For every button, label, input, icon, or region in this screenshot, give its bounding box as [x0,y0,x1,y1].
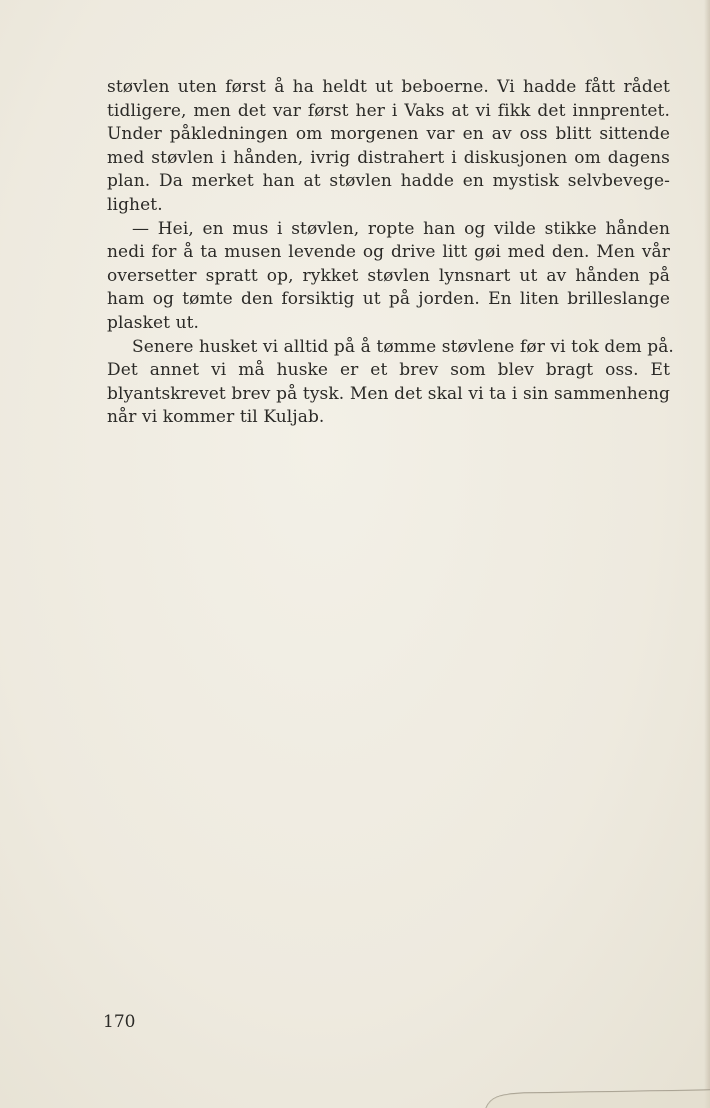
text-line: lighet. [107,194,163,215]
text-line: med støvlen i hånden, ivrig distrahert i diskusjonen om dagens [107,147,670,168]
text-line: støvlen uten først å ha heldt ut beboerne. Vi hadde fått rådet [107,77,670,97]
page-edge-shadow [704,0,710,1108]
body-text [107,76,674,430]
text-line: blyantskrevet brev på tysk. Men det skal vi ta i sin sammenheng [107,383,670,404]
text-line: Det annet vi må huske er et brev som blev bragt oss. Et [107,360,670,381]
text-line: oversetter spratt op, rykket støvlen lynsnart ut av hånden på [107,265,670,286]
page-number: 170 [103,1012,136,1032]
text-line: ham og tømte den forsiktig ut på jorden. En liten brilleslange [107,289,670,310]
text-line: — Hei, en mus i støvlen, ropte han og vilde stikke hånden [132,218,670,239]
text-line: når vi kommer til Kuljab. [107,407,325,428]
text-line: Under påkledningen om morgenen var en av oss blitt sittende [107,124,670,145]
text-line: tidligere, men det var først her i Vaks at vi fikk det innprentet. [107,100,670,121]
text-line: plan. Da merket han at støvlen hadde en mystisk selvbevege- [107,171,670,192]
text-line: Senere husket vi alltid på å tømme støvlene før vi tok dem på. [132,336,674,357]
page-corner-curl [484,1080,710,1108]
text-line: nedi for å ta musen levende og drive litt gøi med den. Men vår [107,242,670,263]
text-line: plasket ut. [107,312,200,333]
